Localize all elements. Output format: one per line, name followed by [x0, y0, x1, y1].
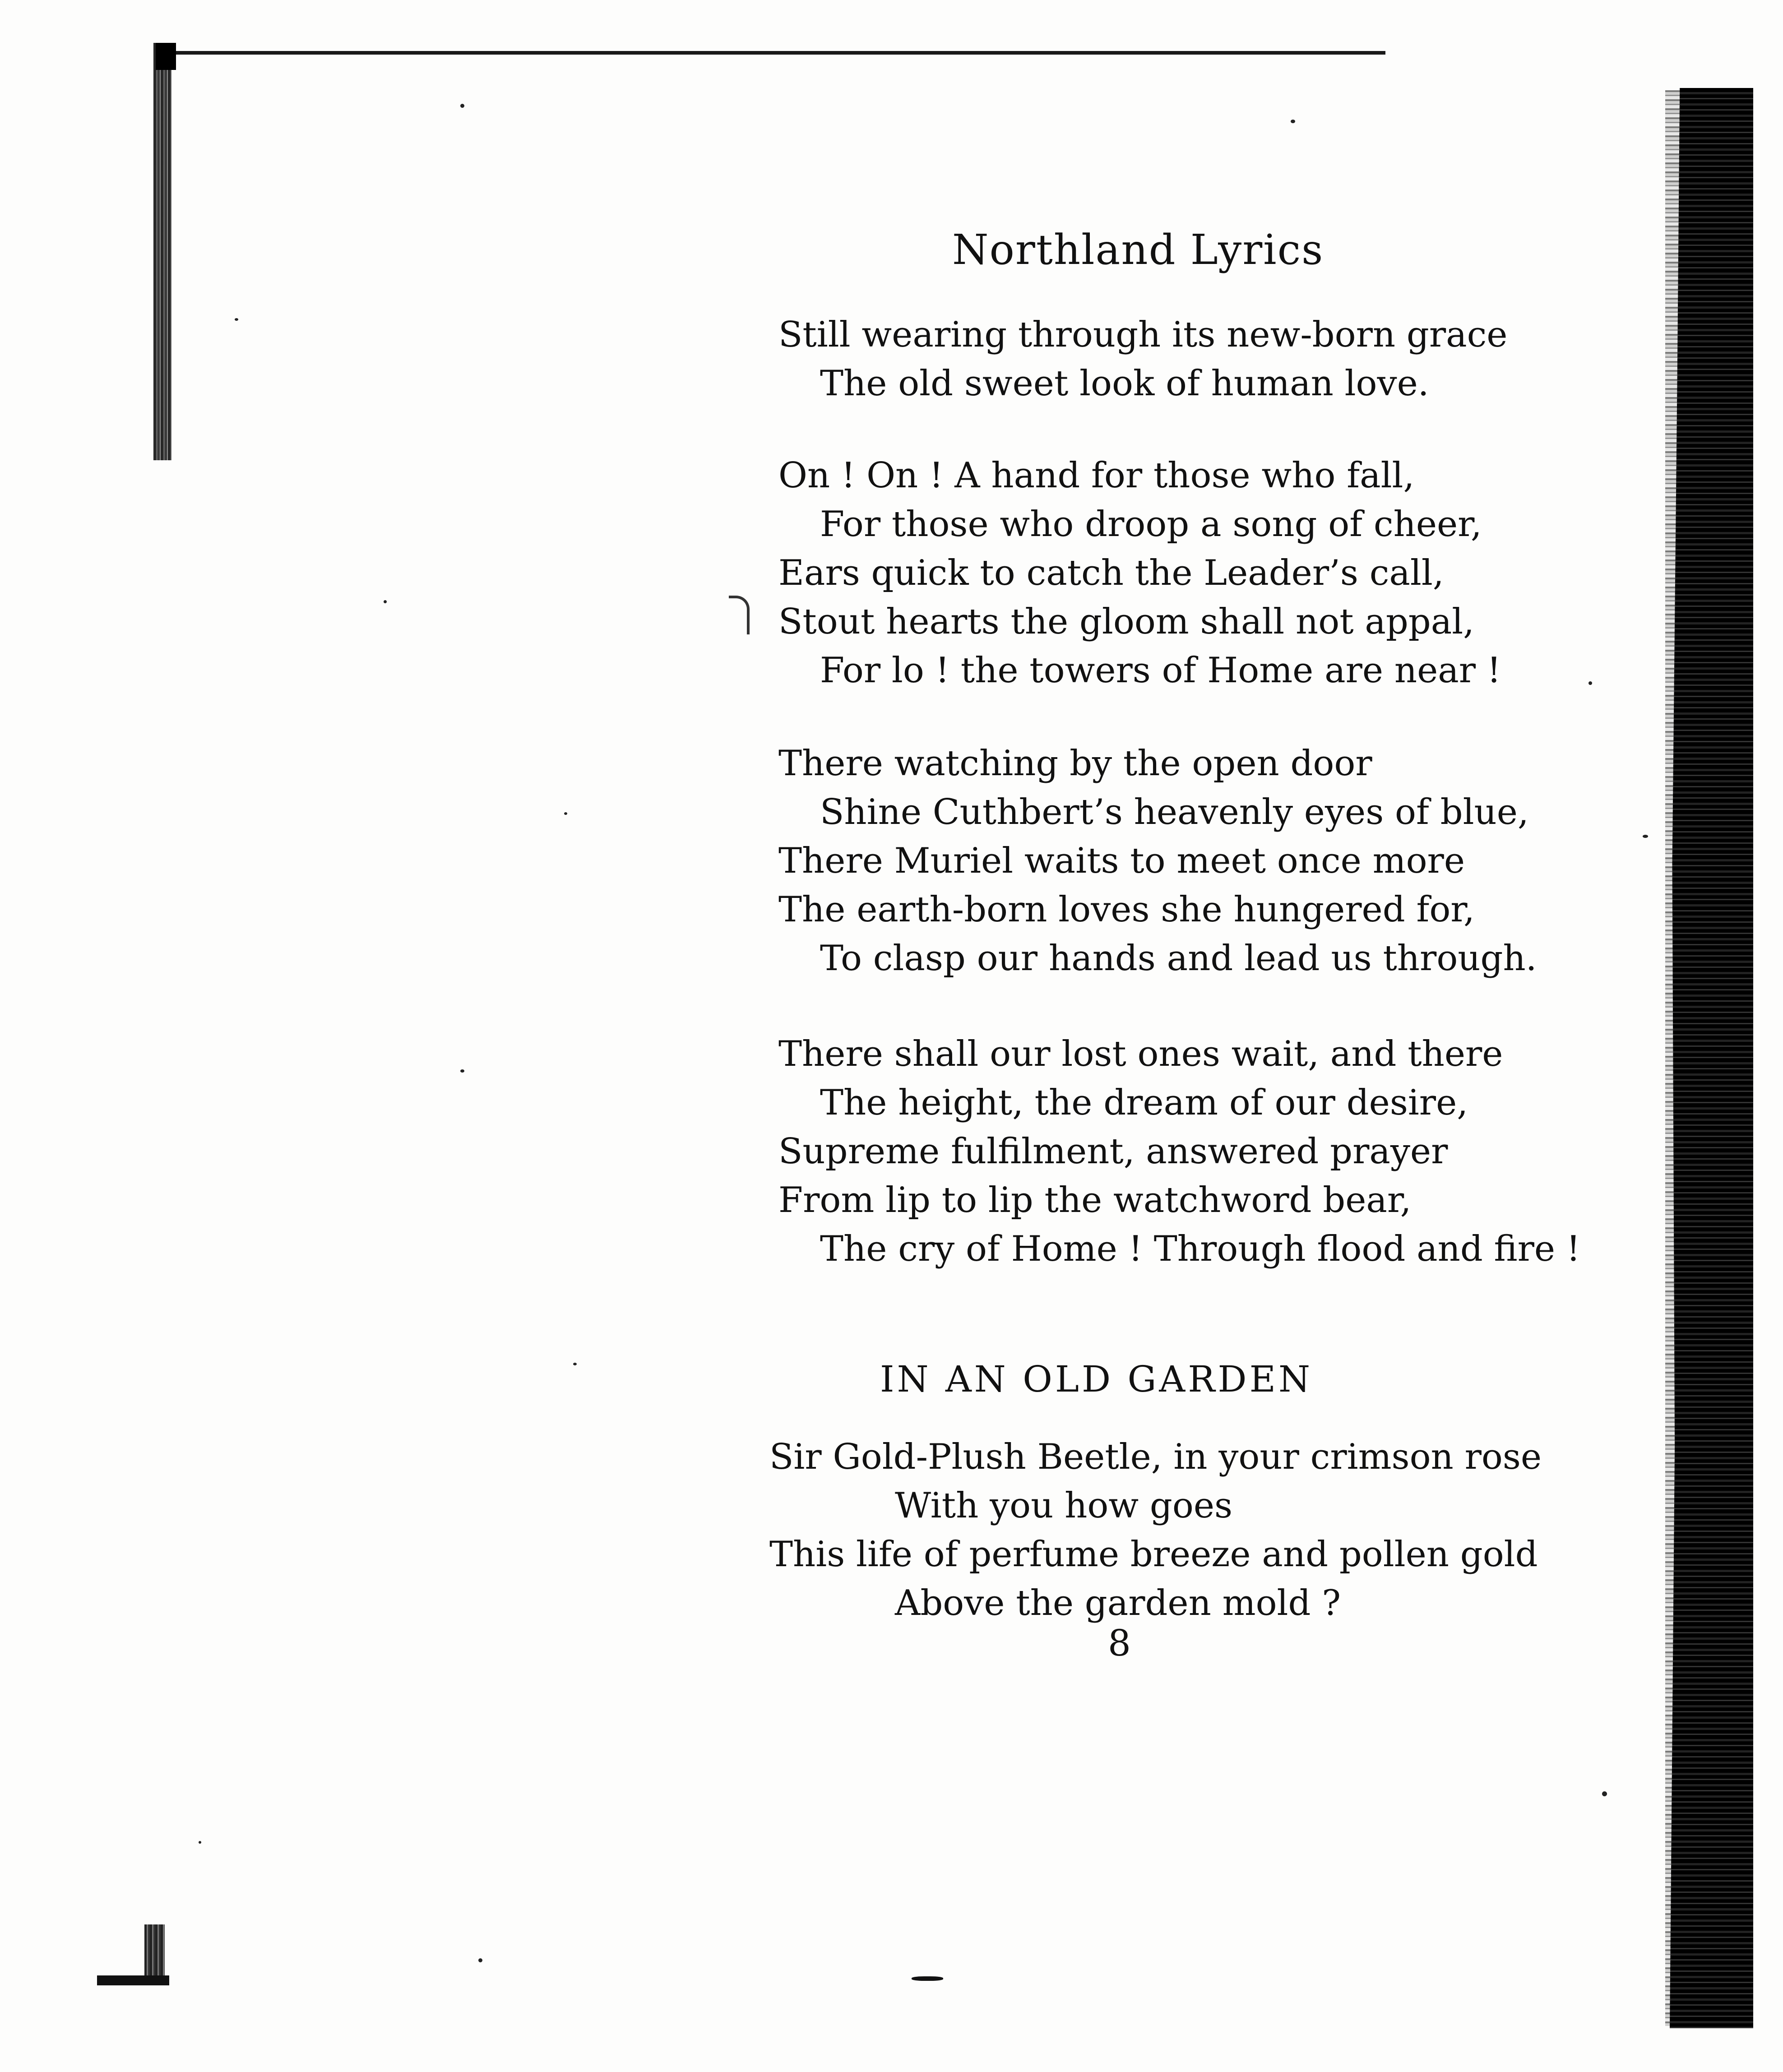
verse-line: Above the garden mold ? [895, 1583, 1341, 1623]
ink-speck [1602, 1791, 1607, 1796]
ink-speck [235, 318, 238, 321]
verse-line: With you how goes [895, 1485, 1233, 1526]
bottom-left-binding-edge [144, 1924, 165, 1979]
left-binding-edge [153, 43, 171, 460]
verse-line: This life of perfume breeze and pollen gold [769, 1534, 1538, 1575]
verse-line: Sir Gold-Plush Beetle, in your crimson rose [769, 1437, 1542, 1477]
verse-line: The earth-born loves she hungered for, [778, 889, 1475, 930]
verse-line: Ears quick to catch the Leader’s call, [778, 553, 1444, 593]
verse-line: Stout hearts the gloom shall not appal, [778, 601, 1474, 642]
ink-speck [199, 1841, 201, 1844]
verse-line: There watching by the open door [778, 743, 1372, 784]
right-page-edge [1670, 88, 1753, 2028]
garden-stanza [769, 1433, 1542, 1628]
stanza-1 [778, 310, 1507, 408]
ink-speck [564, 812, 567, 815]
ink-speck [1588, 681, 1592, 685]
stanza-3 [778, 739, 1537, 983]
bottom-ink-mark [912, 1976, 943, 1981]
stanza-4 [778, 1030, 1580, 1273]
verse-line: There Muriel waits to meet once more [778, 841, 1465, 881]
ink-speck [478, 1958, 482, 1962]
verse-line: There shall our lost ones wait, and there [778, 1034, 1503, 1074]
ink-speck [460, 1069, 464, 1073]
ink-speck [384, 600, 387, 603]
stanza-2 [778, 451, 1501, 695]
verse-line: For lo ! the towers of Home are near ! [820, 650, 1501, 691]
verse-line: To clasp our hands and lead us through. [820, 938, 1537, 979]
running-head: Northland Lyrics [952, 226, 1324, 274]
verse-line: From lip to lip the watchword bear, [778, 1180, 1412, 1221]
verse-line: Still wearing through its new-born grace [778, 314, 1508, 355]
page-number: 8 [1108, 1622, 1131, 1664]
ink-speck [460, 104, 464, 108]
verse-line: Shine Cuthbert’s heavenly eyes of blue, [820, 792, 1529, 832]
verse-line: The height, the dream of our desire, [820, 1082, 1468, 1123]
verse-line: On ! On ! A hand for those who fall, [778, 455, 1415, 496]
ink-speck [573, 1363, 577, 1365]
bottom-left-corner-mark [97, 1975, 169, 1985]
top-border-rule [158, 51, 1385, 55]
margin-ink-mark [729, 596, 750, 634]
verse-line: The cry of Home ! Through flood and fire ! [820, 1229, 1581, 1269]
ink-speck [1643, 835, 1648, 838]
ink-speck [1291, 120, 1295, 123]
left-binding-corner [156, 43, 176, 70]
poem-title: IN AN OLD GARDEN [880, 1358, 1313, 1400]
verse-line: The old sweet look of human love. [820, 363, 1429, 404]
verse-line: For those who droop a song of cheer, [820, 504, 1482, 545]
verse-line: Supreme fulfilment, answered prayer [778, 1131, 1448, 1172]
